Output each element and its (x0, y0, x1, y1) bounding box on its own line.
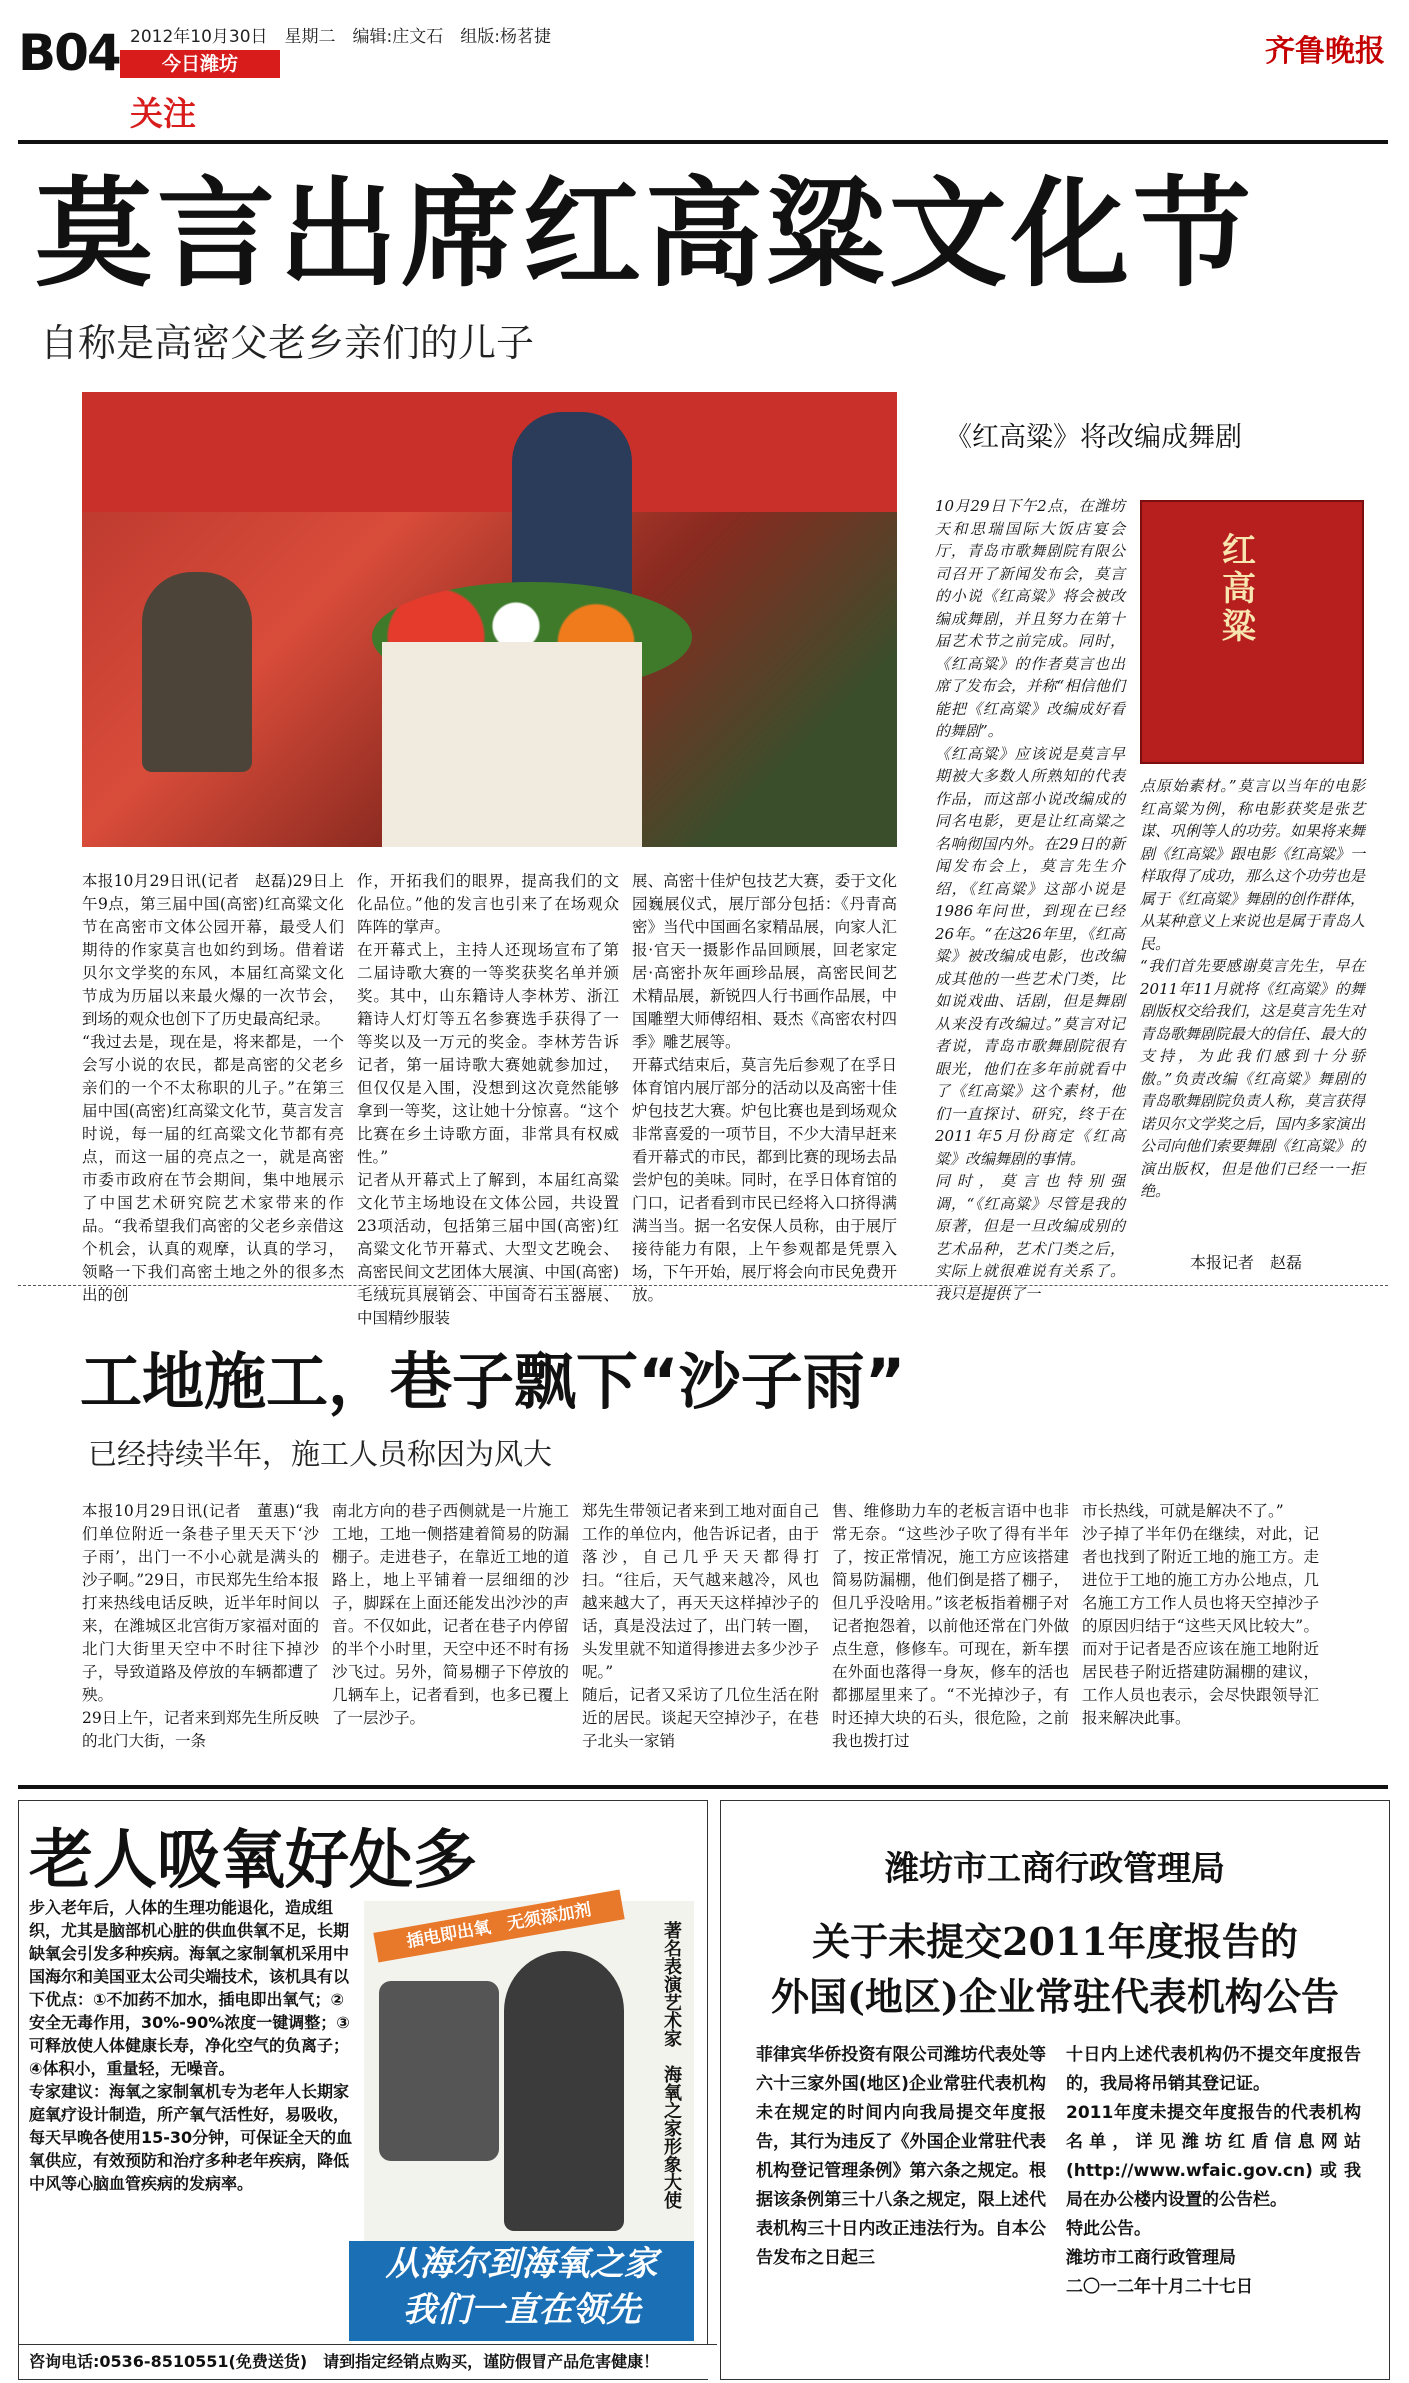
notice-col2: 十日内上述代表机构仍不提交年度报告的，我局将吊销其登记证。 2011年度未提交年度报告的代表机构名单，详见潍坊红盾信息网站(http://www.wfaic.gov.cn)或我局在办公楼内设置的公告栏。 特此公告。 潍坊市工商行政管理局 二〇一二年十月二十七日 (1066, 2045, 1361, 2297)
oxygen-ad-title: 老人吸氧好处多 (29, 1823, 477, 1898)
page-code: B04 (18, 24, 120, 82)
story2-col2: 南北方向的巷子西侧就是一片施工工地，工地一侧搭建着简易的防漏棚子。走进巷子，在靠近工地的道路上，地上平铺着一层细细的沙子，脚踩在上面还能发出沙沙的声音。不仅如此，记者在巷子内停留的半个小时里，天空中还不时有扬沙飞过。另外，简易棚子下停放的几辆车上，记者看到，也多已覆上了一层沙子。 (332, 1502, 569, 1727)
endorser-text: 著名表演艺术家 海氧之家形象大使 (661, 1921, 682, 2209)
story2-col4: 售、维修助力车的老板言语中也非常无奈。“这些沙子吹了得有半年了，按正常情况，施工方应该搭建简易防漏棚，他们倒是搭了棚子，但几乎没啥用。”该老板指着棚子对记者抱怨着，以前他还常在门外做点生意，修修车。可现在，新车摆在外面也落得一身灰，修车的活也都挪屋里来了。“不光掉沙子，有时还掉大块的石头，很危险，之前我也拨打过 (832, 1502, 1069, 1750)
photo-seated-figure (142, 572, 252, 772)
story1-col1: 本报10月29日讯(记者 赵磊)29日上午9点，第三届中国(高密)红高粱文化节在高密市文体公园开幕，最受人们期待的作家莫言也如约到场。借着诺贝尔文学奖的东风，本届红高粱文化节成为历届以来最火爆的一次节会，到场的观众也创下了历史最高纪录。 “我过去是，现在是，将来都是，一个会写小说的农民，都是高密的父老乡亲们的一个不太称职的儿子。”在第三届中国(高密)红高粱文化节，莫言发言时说，每一届的红高粱文化节都有亮点，而这一届的亮点之一，就是高密市委市政府在节会期间，集中地展示了中国艺术研究院艺术家带来的作品。“我希望我们高密的父老乡亲借这个机会，认真的观摩，认真的学习，领略一下我们高密土地之外的很多杰出的创 (82, 872, 344, 1304)
spokesperson-figure (504, 1951, 624, 2231)
newspaper-name: 齐鲁晚报 (1265, 34, 1385, 69)
bottom-rule (18, 1785, 1388, 1789)
story2-col3: 郑先生带领记者来到工地对面自己工作的单位内，他告诉记者，由于落沙，自己几乎天天都得打扫。“往后，天气越来越冷，风也越来越大了，再天天这样掉沙子的话，真是没法过了，出门转一圈，头发里就不知道得掺进去多少沙子呢。” 随后，记者又采访了几位生活在附近的居民。谈起天空掉沙子，在巷子北头一家销 (582, 1502, 819, 1750)
sidebar-title: 《红高粱》将改编成舞剧 (945, 422, 1242, 453)
public-notice (720, 1800, 1390, 2380)
story1-headline: 莫言出席红高粱文化节 (35, 165, 1256, 303)
story1-col3: 展、高密十佳炉包技艺大赛，委于文化园巍展仪式，展厅部分包括：《丹青高密》当代中国画名家精品展，向家人汇报·官天一摄影作品回顾展，回老家定居·高密扑灰年画珍品展，高密民间艺术精品展，新锐四人行书画作品展，中国雕塑大师傅绍相、聂杰《高密农村四季》雕艺展等。 开幕式结束后，莫言先后参观了在孚日体育馆内展厅部分的活动以及高密十佳炉包技艺大赛。炉包比赛也是到场观众非常喜爱的一项节目，不少大清早赶来看开幕式的市民，都到比赛的现场去品尝炉包的美味。同时，在孚日体育馆的门口，记者看到市民已经将入口挤得满满当当。据一名安保人员称，由于展厅接待能力有限，上午参观都是凭票入场，下午开始，展厅将会向市民免费开放。 (632, 872, 897, 1304)
slogan-line-1: 从海尔到海氧之家 (385, 2244, 658, 2284)
oxygen-ad-image (364, 1901, 694, 2241)
section-title: 关注 (130, 94, 196, 133)
middle-divider (18, 1285, 1388, 1286)
oxygen-ad-hotline: 咨询电话:0536-8510551(免费送货) 请到指定经销点购买，谨防假冒产品危害健康！ (19, 2344, 717, 2379)
book-cover (1140, 500, 1364, 764)
story2-col1: 本报10月29日讯(记者 董惠)“我们单位附近一条巷子里天天下‘沙子雨’，出门一不小心就是满头的沙子啊。”29日，市民郑先生给本报打来热线电话反映，近半年时间以来，在潍城区北宫街万家福对面的北门大街里天空中不时往下掉沙子，导致道路及停放的车辆都遭了殃。 29日上午，记者来到郑先生所反映的北门大街，一条 (82, 1502, 319, 1750)
oxygen-ad-caption: 插电即出氧 无须添加剂 (373, 1890, 624, 1963)
photo-podium (382, 642, 642, 847)
sidebar-col-b: 点原始素材。”莫言以当年的电影红高粱为例，称电影获奖是张艺谋、巩俐等人的功劳。如果将来舞剧《红高粱》跟电影《红高粱》一样取得了成功，那么这个功劳也是属于《红高粱》舞剧的创作群体，从某种意义上来说也是属于青岛人民。 “我们首先要感谢莫言先生，早在2011年11月就将《红高粱》的舞剧版权交给我们，这是莫言先生对青岛歌舞剧院最大的信任、最大的支持，为此我们感到十分骄傲。”负责改编《红高粱》舞剧的青岛歌舞剧院负责人称，莫言获得诺贝尔文学奖之后，国内多家演出公司向他们索要舞剧《红高粱》的演出版权，但是他们已经一一拒绝。 (1140, 777, 1366, 1200)
notice-agency: 潍坊市工商行政管理局 (885, 1849, 1225, 1889)
story1-photo (82, 392, 897, 847)
story2-col5: 市长热线，可就是解决不了。” 沙子掉了半年仍在继续，对此，记者也找到了附近工地的施工方。走进位于工地的施工方办公地点，几名施工方工作人员也将天空掉沙子的原因归结于“这些天风比较大”。而对于记者是否应该在施工地附近居民巷子附近搭建防漏棚的建议，工作人员也表示，会尽快跟领导汇报来解决此事。 (1082, 1502, 1319, 1727)
book-cover-title: 红高粱 (1222, 531, 1256, 647)
notice-col1: 菲律宾华侨投资有限公司潍坊代表处等六十三家外国(地区)企业常驻代表机构未在规定的时间内向我局提交年度报告，其行为违反了《外国企业常驻代表机构登记管理条例》第六条之规定。根据该条例第三十八条之规定，限上述代表机构三十日内改正违法行为。自本公告发布之日起三 (756, 2045, 1046, 2268)
sidebar-col-a: 10月29日下午2点，在潍坊天和思瑞国际大饭店宴会厅，青岛市歌舞剧院有限公司召开了新闻发布会，莫言的小说《红高粱》将会被改编成舞剧，并且努力在第十届艺术节之前完成。同时，《红高粱》的作者莫言也出席了发布会，并称“相信他们能把《红高粱》改编成好看的舞剧”。 《红高粱》应该说是莫言早期被大多数人所熟知的代表作品，而这部小说改编成的同名电影，更是让红高粱之名响彻国内外。在29日的新闻发布会上，莫言先生介绍，《红高粱》这部小说是1986年问世，到现在已经26年。“在这26年里，《红高粱》被改编成电影，也改编成其他的一些艺术门类，比如说戏曲、话剧，但是舞剧从来没有改编过。”莫言对记者说，青岛市歌舞剧院很有眼光，他们在多年前就看中了《红高粱》这个素材，他们一直探讨、研究，终于在2011年5月份商定《红高粱》改编舞剧的事情。 同时，莫言也特别强调，“《红高粱》尽管是我的原著，但是一旦改编成别的艺术品种，艺术门类之后，实际上就很难说有关系了。我只是提供了一 (935, 497, 1125, 1303)
oxygen-ad-slogan (349, 2241, 694, 2341)
top-rule (18, 140, 1388, 144)
oxygen-ad (18, 1800, 708, 2380)
notice-title-1: 关于未提交2011年度报告的 (812, 1919, 1298, 1964)
sidebar-byline: 本报记者 赵磊 (1190, 1253, 1303, 1272)
story2-headline: 工地施工，巷子飘下“沙子雨” (80, 1345, 906, 1418)
story1-subhead: 自称是高密父老乡亲们的儿子 (40, 321, 535, 365)
notice-title-2: 外国(地区)企业常驻代表机构公告 (771, 1974, 1339, 2019)
slogan-line-2: 我们一直在领先 (402, 2290, 641, 2330)
oxygen-ad-body: 步入老年后，人体的生理功能退化，造成组织，尤其是脑部机心脏的供血供氧不足，长期缺氧会引发多种疾病。海氧之家制氧机采用中国海尔和美国亚太公司尖端技术，该机具有以下优点：①不加药不加水，插电即出氧气；②安全无毒作用，30%-90%浓度一键调整；③可释放使人体健康长寿，净化空气的负离子；④体积小，重量轻，无噪音。 专家建议：海氧之家制氧机专为老年人长期家庭氧疗设计制造，所产氧气活性好，易吸收，每天早晚各使用15-30分钟，可保证全天的血氧供应，有效预防和治疗多种老年疾病，降低中风等心脑血管疾病的发病率。 (29, 1898, 353, 2193)
oxygen-machine (379, 1981, 499, 2161)
story2-subhead: 已经持续半年，施工人员称因为风大 (88, 1437, 553, 1471)
story1-col2: 作，开拓我们的眼界，提高我们的文化品位。”他的发言也引来了在场观众阵阵的掌声。 在开幕式上，主持人还现场宣布了第二届诗歌大赛的一等奖获奖名单并颁奖。其中，山东籍诗人李林芳、浙江籍诗人灯灯等五名参赛选手获得了一等奖以及一万元的奖金。李林芳告诉记者，第一届诗歌大赛她就参加过，但仅仅是入围，没想到这次竟然能够拿到一等奖，这让她十分惊喜。“这个比赛在乡土诗歌方面，非常具有权威性。” 记者从开幕式上了解到，本届红高粱文化节主场地设在文体公园，共设置23项活动，包括第三届中国(高密)红高粱文化节开幕式、大型文艺晚会、高密民间文艺团体大展演、中国(高密)毛绒玩具展销会、中国奇石玉器展、中国精纱服装 (357, 872, 619, 1327)
date-line: 2012年10月30日 星期二 编辑:庄文石 组版:杨茗捷 (130, 27, 551, 47)
photo-banner (82, 392, 897, 512)
section-label: 今日潍坊 (120, 50, 280, 78)
